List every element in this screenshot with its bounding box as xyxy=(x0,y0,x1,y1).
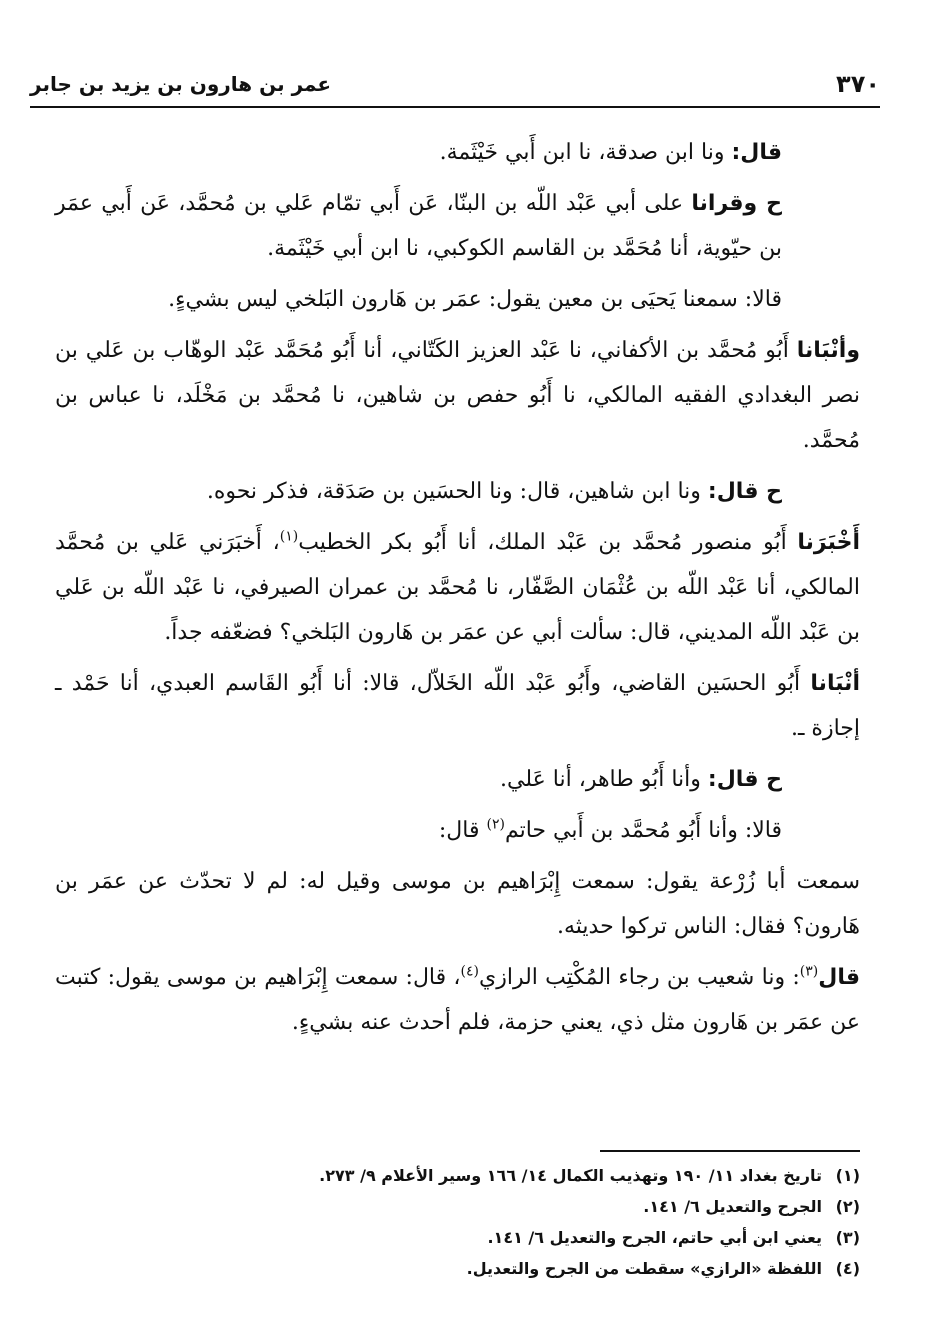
paragraph xyxy=(55,328,860,463)
paragraph xyxy=(55,661,860,751)
footnote-text: يعني ابن أبي حاتم، الجرح والتعديل ٦/ ١٤١. xyxy=(487,1228,822,1247)
paragraph-lead: قال: xyxy=(731,140,782,165)
footnote-ref: (٣) xyxy=(799,963,819,980)
paragraph-text: أَبُو منصور مُحمَّد بن عَبْد الملك، أنا أَبُو بكر الخطيب xyxy=(298,530,798,555)
paragraph xyxy=(55,808,860,853)
footnote xyxy=(55,1222,860,1253)
footnote xyxy=(55,1253,860,1284)
footnote-ref: (٤) xyxy=(460,963,479,980)
footnote xyxy=(55,1160,860,1191)
paragraph-text: أَبُو مُحمَّد بن الأكفاني، نا عَبْد العزيز الكَتّاني، أنا أَبُو مُحَمَّد عَبْد الوهّاب بن عَلي بن نصر البغدادي الفقيه المالكي، نا أَبُو حفص بن شاهين، نا مُحمَّد بن مَخْلَد، نا عباس بن مُحمَّد. xyxy=(55,338,860,453)
paragraph xyxy=(55,181,860,271)
paragraph-lead: أَخْبَرَنا xyxy=(797,530,860,555)
paragraph-text: ونا ابن شاهين، قال: ونا الحسَين بن صَدَقة، فذكر نحوه. xyxy=(206,479,708,504)
footnotes xyxy=(55,1160,860,1284)
footnote-number: (٢) xyxy=(835,1197,860,1216)
page-header xyxy=(30,62,880,108)
paragraph-lead: وأنْبَانا xyxy=(796,338,860,363)
paragraph-text: قالا: سمعنا يَحيَى بن معين يقول: عمَر بن هَارون البَلخي ليس بشيءٍ. xyxy=(168,287,782,312)
paragraph-text: : ونا شعيب بن رجاء المُكْتِب الرازي xyxy=(479,965,800,990)
paragraph-text-continued: قال: xyxy=(438,818,487,843)
paragraph-text: سمعت أبا زُرْعة يقول: سمعت إِبْرَاهيم بن موسى وقيل له: لم لا تحدّث عن عمَر بن هَارون؟ فقال: الناس تركوا حديثه. xyxy=(55,869,860,939)
paragraph xyxy=(55,859,860,949)
paragraph-lead: ح قال: xyxy=(707,479,782,504)
paragraph-text-continued: ، أَخبَرَني عَلي بن مُحمَّد المالكي، أنا عَبْد اللّه بن عُثْمَان الصَّفّار، نا مُحمَّد بن عمران الصيرفي، نا عَبْد اللّه بن عَلي بن عَبْد اللّه المديني، قال: سألت أبي عن عمَر بن هَارون البَلخي؟ فضعّفه جداً. xyxy=(55,530,860,645)
footnote-ref: (٢) xyxy=(486,816,505,833)
footnote-number: (٤) xyxy=(835,1259,860,1278)
footnote-text: اللفظة «الرازي» سقطت من الجرح والتعديل. xyxy=(466,1259,822,1278)
paragraph-lead: ح قال: xyxy=(707,767,782,792)
main-text xyxy=(55,130,860,1051)
paragraph-lead: أنْبَانا xyxy=(810,671,860,696)
footnote-text: الجرح والتعديل ٦/ ١٤١. xyxy=(643,1197,822,1216)
paragraph xyxy=(55,955,860,1045)
footnote-number: (٣) xyxy=(835,1228,860,1247)
paragraph xyxy=(55,757,860,802)
paragraph xyxy=(55,277,860,322)
paragraph xyxy=(55,520,860,655)
paragraph-text: وأنا أَبُو طاهر، أنا عَلي. xyxy=(500,767,708,792)
footnote-separator xyxy=(600,1150,860,1152)
footnote-number: (١) xyxy=(835,1166,860,1185)
paragraph-text: قالا: وأنا أَبُو مُحمَّد بن أَبي حاتم xyxy=(504,818,782,843)
footnote xyxy=(55,1191,860,1222)
running-title: عمر بن هارون بن يزيد بن جابر xyxy=(30,72,332,96)
paragraph-lead: قال xyxy=(818,965,861,990)
paragraph-lead: ح وقرانا xyxy=(691,191,783,216)
paragraph xyxy=(55,130,860,175)
paragraph-text: على أبي عَبْد اللّه بن البنّا، عَن أَبي تمّام عَلي بن مُحمَّد، عَن أَبي عمَر بن حيّوية، أنا مُحَمَّد بن القاسم الكوكبي، نا ابن أبي خَيْثَمة. xyxy=(55,191,782,261)
paragraph-text-continued: ، قال: سمعت إِبْرَاهيم بن موسى يقول: كتبت عن عمَر بن هَارون مثل ذي، يعني حزمة، فلم أحدث عنه بشيءٍ. xyxy=(55,965,860,1035)
footnote-text: تاريخ بغداد ١١/ ١٩٠ وتهذيب الكمال ١٤/ ١٦٦ وسير الأعلام ٩/ ٢٧٣. xyxy=(319,1166,822,1185)
paragraph-text: ونا ابن صدقة، نا ابن أَبي خَيْثَمة. xyxy=(439,140,732,165)
paragraph xyxy=(55,469,860,514)
footnote-ref: (١) xyxy=(279,528,299,545)
paragraph-text: أَبُو الحسَين القاضي، وأَبُو عَبْد اللّه الخَلاّل، قالا: أنا أَبُو القَاسم العبدي، أنا حَمْد ـ إجازة ـ. xyxy=(55,671,860,741)
page-number: ٣٧٠ xyxy=(836,70,880,98)
